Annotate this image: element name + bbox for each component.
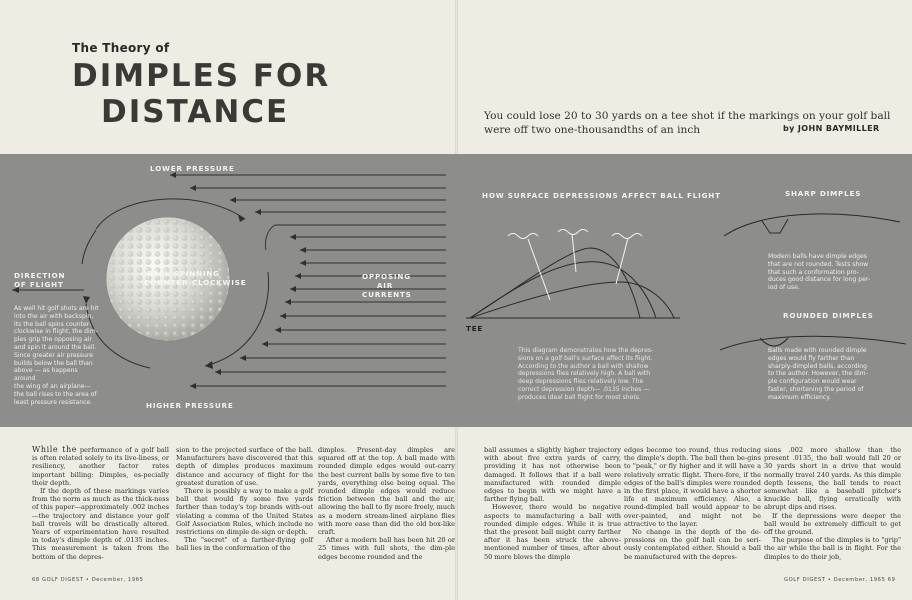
lead-in: While the bbox=[32, 445, 78, 454]
rounded-dimples-title: ROUNDED DIMPLES bbox=[783, 311, 874, 320]
body-column-3: dimples. Present-day dimples are squared off at the top. A ball made with rounded dimple edges would out-carry the best current balls by some five to ten yards, everything else being equal. The rounded dimple edges would reduce friction between the ball and the air, allowing the ball to fly more freely, much as a modern stream-lined airplane flies with more ease than did the old box-like craft. After a modern ball has been hit 20 or 25 times with full shots, the dim-ple edges become rounded and the bbox=[318, 446, 455, 561]
label-lower-pressure: LOWER PRESSURE bbox=[150, 164, 235, 173]
label-higher-pressure: HIGHER PRESSURE bbox=[146, 401, 234, 410]
flight-marker-lines bbox=[508, 230, 642, 301]
sharp-dimples-title: SHARP DIMPLES bbox=[785, 189, 862, 198]
title-line-1: DIMPLES FOR bbox=[72, 58, 331, 94]
label-direction: DIRECTION OF FLIGHT bbox=[14, 271, 66, 289]
body-column-2: sion to the projected surface of the ball. Manufacturers have discovered that this depth of dimples produces maximum distance and accuracy of flight for the greatest duration of use. There is possibly a way to make a golf ball that would fly some five yards farther than today's top brands with-out violating a comma of the United States Golf Association Rules, which include no restrictions on dimple de-sign or depth. The "secret" of a farther-flying golf ball lies in the conformation of the bbox=[176, 446, 313, 553]
title-line-2: DISTANCE bbox=[101, 94, 290, 130]
label-ball-spinning: BALL SPINNING COUNTER-CLOCKWISE bbox=[144, 269, 247, 287]
footer-right: GOLF DIGEST • December, 1965 69 bbox=[784, 577, 896, 583]
rounded-dimples-caption: Balls made with rounded dimple edges would fly farther than sharply-dimpled balls, according to the author. However, the dim- ple configuration would wear faster, shortening the period of maximum efficiency. bbox=[768, 347, 868, 401]
trajectory-title: HOW SURFACE DEPRESSIONS AFFECT BALL FLIGHT bbox=[482, 191, 721, 200]
body-column-6: sions .002 more shallow than the present .0135, the ball would fall 20 or 30 yards short in a drive that would normally travel 240 yards. As this dimple depth lessens, the ball tends to react somewhat like a baseball pitcher's knuckle ball, flying erratically with abrupt dips and rises. If the depressions were deeper the ball would be extremely difficult to get off the ground. The purpose of the dimples is to "grip" the air while the ball is in flight. For the dimples to do their job, bbox=[764, 446, 902, 561]
caption-trajectory: This diagram demonstrates how the depres- sions on a golf ball's surface affect its flight. According to the author a ball with shallow depressions flies relatively high. A ball with deep depressions flies relatively low. The correct depression depth— .0135 inches — produces ideal ball flight for most shots. bbox=[518, 347, 654, 401]
label-opposing-air: OPPOSING AIR CURRENTS bbox=[362, 272, 412, 299]
footer-left: 68 GOLF DIGEST • December, 1965 bbox=[32, 577, 144, 583]
body-column-1: While the performance of a golf ball is often related solely to its live-liness, or resiliency, another factor rates important billing: Dimples, es-pecially their depth. If the depth of these markings varies from the norm as much as the thick-ness of this paper—approximately .002 inches—the trajectory and distance your golf ball travels will be drastically altered. Years of experimentation have resulted in today's dimple depth of .0135 inches. This measurement is taken from the bottom of the depres- bbox=[32, 445, 169, 561]
caption-backspin: As well hit golf shots are hit into the air with backspin, its the ball spins counter- clockwise in flight, the dim- ples grip the opposing air and spin it around the ball. Since greater air pressure builds below the ball than above — as happens around the wing of an airplane— the ball rises to the area of least pressure resistance. bbox=[14, 305, 99, 406]
body-column-5: edges become too round, thus reducing the dimple's depth. The ball then be-gins to "peak," or fly higher and it will have a relatively erratic flight. There-fore, if the edges of the ball's dimples were rounded in the first place, it would have a shorter life at maximum efficiency. Also, a round-dimpled ball would appear to be over-painted, and might not be attractive to the layer. No change in the depth of the de-pressions on the golf ball can be seri-ously contemplated either. Should a ball be manufactured with the depres- bbox=[624, 446, 761, 561]
byline: by JOHN BAYMILLER bbox=[783, 124, 880, 133]
label-tee: TEE bbox=[466, 324, 484, 333]
body-column-4: ball assumes a slightly higher trajectory with about five extra yards of carry, providing it has not otherwise been damaged. It follows that if a ball were manufactured with rounded dimple edges to begin with we might have a farther flying ball. However, there would be negative aspects to manufacturing a ball with rounded dimple edges. While it is true that the present ball might carry farther after it has been struck the above-mentioned number of times, after about 50 more blows the dimple bbox=[484, 446, 621, 561]
subtitle: You could lose 20 to 30 yards on a tee shot if the markings on your golf ball were off two one-thousandths of an inch bbox=[484, 110, 891, 136]
sharp-dimples-caption: Modern balls have dimple edges that are not rounded. Tests show that such a conformation pro- duces good distance for long per- iod of use. bbox=[768, 253, 871, 292]
trajectory-diagram bbox=[466, 248, 680, 318]
pre-title: The Theory of bbox=[72, 41, 170, 55]
illustration-band bbox=[0, 154, 912, 427]
